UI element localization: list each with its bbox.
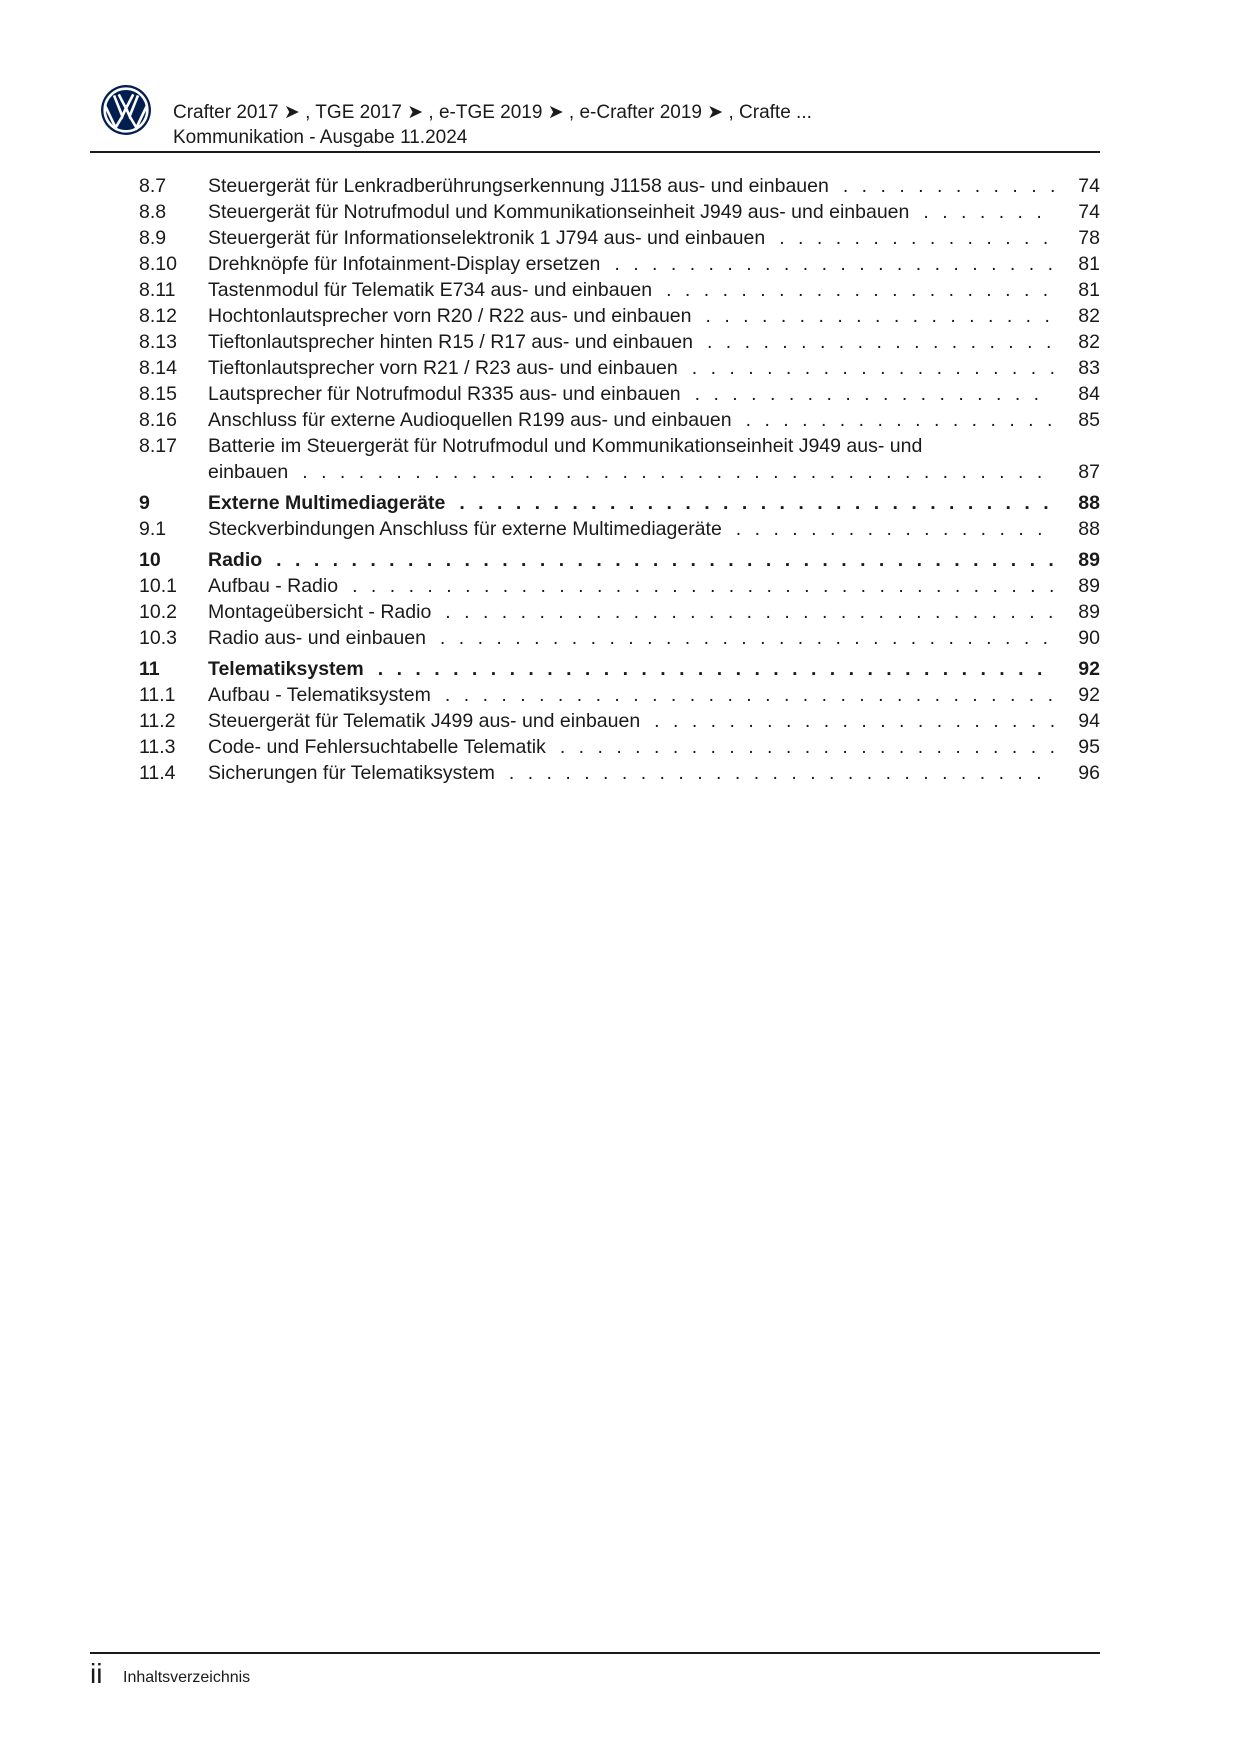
dot-leader [262, 547, 1054, 573]
dot-leader [691, 303, 1054, 329]
toc-entry[interactable] [139, 407, 1100, 433]
toc-chapter[interactable] [139, 490, 1100, 516]
toc-entry-title: Code- und Fehlersuchtabelle Telematik [208, 736, 546, 758]
toc-entry-page: 81 [1078, 279, 1100, 301]
toc-entry[interactable] [139, 381, 1100, 407]
toc-entry-page: 82 [1078, 305, 1100, 327]
toc-chapter-number: 10 [139, 549, 161, 571]
header-title-line2: Kommunikation - Ausgabe 11.2024 [173, 127, 468, 148]
toc-entry[interactable] [139, 329, 1100, 355]
toc-entry-number: 8.14 [139, 357, 177, 379]
footer-divider [90, 1652, 1100, 1654]
dot-leader [338, 573, 1054, 599]
toc-entry[interactable] [139, 173, 1100, 199]
table-of-contents [139, 173, 1100, 786]
toc-entry-number: 11.3 [139, 736, 176, 758]
toc-chapter-page: 89 [1078, 549, 1100, 571]
toc-entry-page: 83 [1078, 357, 1100, 379]
toc-entry-title: Steckverbindungen Anschluss für externe Multimediageräte [208, 518, 722, 540]
toc-entry[interactable] [139, 303, 1100, 329]
toc-entry-title: Hochtonlautsprecher vorn R20 / R22 aus- und einbauen [208, 305, 692, 327]
toc-entry-page: 78 [1078, 227, 1100, 249]
dot-leader [546, 734, 1054, 760]
toc-entry[interactable] [139, 355, 1100, 381]
toc-entry[interactable] [139, 599, 1100, 625]
dot-leader [722, 516, 1054, 542]
toc-entry-number: 8.7 [139, 175, 167, 197]
toc-entry-title: Aufbau - Radio [208, 575, 339, 597]
toc-entry-title: Montageübersicht - Radio [208, 601, 432, 623]
toc-entry-title: Lautsprecher für Notrufmodul R335 aus- und einbauen [208, 383, 681, 405]
document-header [173, 100, 812, 150]
toc-entry-number: 9.1 [139, 518, 167, 540]
toc-entry-number: 11.2 [139, 710, 176, 732]
toc-entry-page: 92 [1078, 684, 1100, 706]
toc-entry[interactable] [139, 433, 1100, 485]
dot-leader [640, 708, 1054, 734]
toc-entry-title: Steuergerät für Notrufmodul und Kommunikationseinheit J949 aus- und einbauen [208, 201, 910, 223]
toc-entry-title: Steuergerät für Lenkradberührungserkennung J1158 aus- und einbauen [208, 175, 829, 197]
vw-logo-icon [100, 84, 152, 136]
dot-leader [652, 277, 1054, 303]
dot-leader [431, 599, 1054, 625]
dot-leader [431, 682, 1054, 708]
dot-leader [732, 407, 1054, 433]
toc-entry-page: 96 [1078, 762, 1100, 784]
dot-leader [829, 173, 1054, 199]
toc-entry-title: Steuergerät für Informationselektronik 1 J794 aus- und einbauen [208, 227, 766, 249]
dot-leader [600, 251, 1054, 277]
footer-section-label: Inhaltsverzeichnis [123, 1669, 251, 1686]
toc-chapter-page: 92 [1078, 658, 1100, 680]
toc-entry-page: 90 [1078, 627, 1100, 649]
toc-entry-title: Tieftonlautsprecher vorn R21 / R23 aus- und einbauen [208, 357, 678, 379]
toc-entry-title: Tastenmodul für Telematik E734 aus- und einbauen [208, 279, 653, 301]
toc-chapter[interactable] [139, 547, 1100, 573]
header-title-line1: Crafter 2017 ➤ , TGE 2017 ➤ , e-TGE 2019 ➤ , e-Crafter 2019 ➤ , Crafte ... [173, 102, 812, 123]
toc-entry-title: Steuergerät für Telematik J499 aus- und einbauen [208, 710, 641, 732]
toc-entry-title: Anschluss für externe Audioquellen R199 aus- und einbauen [208, 409, 732, 431]
dot-leader [495, 760, 1054, 786]
toc-entry[interactable] [139, 760, 1100, 786]
toc-entry-number: 11.4 [139, 762, 176, 784]
toc-chapter-title: Radio [208, 549, 263, 571]
toc-entry-title: Drehknöpfe für Infotainment-Display ersetzen [208, 253, 601, 275]
toc-entry-title: Tieftonlautsprecher hinten R15 / R17 aus- und einbauen [208, 331, 693, 353]
toc-entry-number: 8.17 [139, 435, 177, 457]
toc-entry-page: 82 [1078, 331, 1100, 353]
toc-entry[interactable] [139, 277, 1100, 303]
toc-entry[interactable] [139, 199, 1100, 225]
dot-leader [426, 625, 1054, 651]
toc-entry-page: 74 [1078, 201, 1100, 223]
toc-chapter[interactable] [139, 656, 1100, 682]
toc-entry[interactable] [139, 708, 1100, 734]
toc-entry[interactable] [139, 225, 1100, 251]
toc-entry-page: 74 [1078, 175, 1100, 197]
toc-entry-number: 8.15 [139, 383, 177, 405]
toc-entry-page: 89 [1078, 575, 1100, 597]
toc-entry-number: 8.9 [139, 227, 167, 249]
toc-entry-page: 95 [1078, 736, 1100, 758]
toc-entry-number: 10.1 [139, 575, 177, 597]
toc-entry-title-line2: einbauen [208, 461, 289, 483]
toc-chapter-number: 9 [139, 492, 150, 514]
toc-entry-page: 94 [1078, 710, 1100, 732]
toc-entry-page: 84 [1078, 383, 1100, 405]
dot-leader [681, 381, 1054, 407]
dot-leader [765, 225, 1054, 251]
toc-entry-page: 85 [1078, 409, 1100, 431]
toc-entry-number: 11.1 [139, 684, 176, 706]
dot-leader [678, 355, 1054, 381]
dot-leader [364, 656, 1054, 682]
toc-entry-number: 8.10 [139, 253, 177, 275]
toc-entry-title: Sicherungen für Telematiksystem [208, 762, 495, 784]
toc-entry-number: 8.16 [139, 409, 177, 431]
toc-entry-page: 88 [1078, 518, 1100, 540]
dot-leader [288, 459, 1054, 485]
toc-entry-number: 8.13 [139, 331, 177, 353]
toc-entry-title: Aufbau - Telematiksystem [208, 684, 431, 706]
toc-entry-page: 81 [1078, 253, 1100, 275]
toc-entry-number: 8.12 [139, 305, 177, 327]
toc-chapter-title: Externe Multimediageräte [208, 492, 446, 514]
dot-leader [445, 490, 1054, 516]
toc-entry[interactable] [139, 625, 1100, 651]
toc-entry[interactable] [139, 516, 1100, 542]
toc-entry[interactable] [139, 734, 1100, 760]
toc-entry[interactable] [139, 682, 1100, 708]
footer-page-number: ii [90, 1658, 103, 1689]
toc-entry[interactable] [139, 573, 1100, 599]
toc-entry-title-line1: Batterie im Steuergerät für Notrufmodul und Kommunikationseinheit J949 aus- und [208, 435, 923, 457]
toc-entry-number: 10.3 [139, 627, 177, 649]
toc-entry-title: Radio aus- und einbauen [208, 627, 426, 649]
toc-chapter-page: 88 [1078, 492, 1100, 514]
toc-entry-page: 89 [1078, 601, 1100, 623]
toc-entry[interactable] [139, 251, 1100, 277]
toc-chapter-number: 11 [139, 658, 160, 680]
toc-entry-page: 87 [1078, 461, 1100, 483]
toc-entry-number: 8.11 [139, 279, 176, 301]
dot-leader [693, 329, 1054, 355]
dot-leader [909, 199, 1054, 225]
toc-entry-number: 8.8 [139, 201, 167, 223]
toc-entry-number: 10.2 [139, 601, 177, 623]
header-divider [90, 151, 1100, 153]
toc-chapter-title: Telematiksystem [208, 658, 364, 680]
